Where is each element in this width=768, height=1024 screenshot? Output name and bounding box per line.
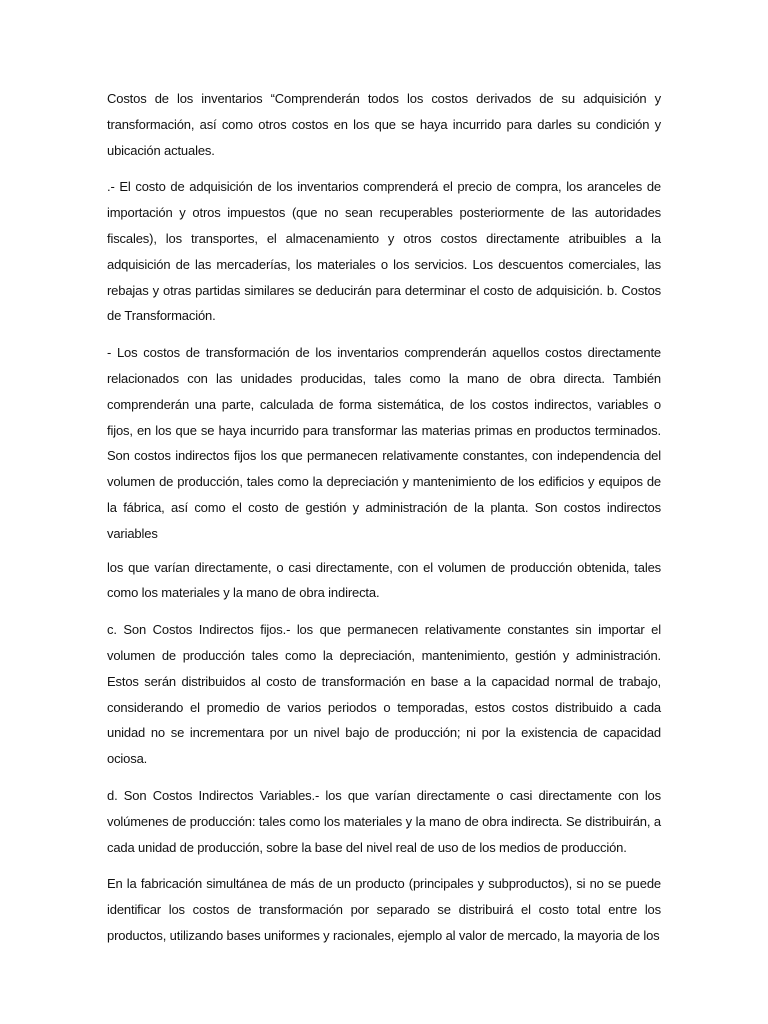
paragraph-fixed-indirect-costs: c. Son Costos Indirectos fijos.- los que permanecen relativamente constantes sin importar el volumen de producción tales como la depreciación, mantenimiento, gestión y administración. Estos serán distribuidos al costo de transformación en base a la capacidad normal de trabajo, considerando el promedio de varios periodos o temporadas, estos costos distribuido a cada unidad no se incrementara por un nivel bajo de producción; ni por la existencia de capacidad ociosa. [107, 622, 661, 767]
document-page [107, 86, 661, 949]
paragraph-variable-costs-continuation: los que varían directamente, o casi directamente, con el volumen de producción obtenida, tales como los materiales y la mano de obra indirecta. [107, 559, 661, 601]
paragraph-inventory-costs: Costos de los inventarios “Comprenderán todos los costos derivados de su adquisición y transformación, así como otros costos en los que se haya incurrido para darles su condición y ubicación actuales. [107, 91, 661, 158]
paragraph-acquisition-cost: .- El costo de adquisición de los inventarios comprenderá el precio de compra, los aranceles de importación y otros impuestos (que no sean recuperables posteriormente de las autoridades fiscales), los transportes, el almacenamiento y otros costos directamente atribuibles a la adquisición de las mercaderías, los materiales o los servicios. Los descuentos comerciales, las rebajas y otras partidas similares se deducirán para determinar el costo de adquisición. b. Costos de Transformación. [107, 179, 661, 324]
paragraph-transformation-costs: - Los costos de transformación de los inventarios comprenderán aquellos costos directamente relacionados con las unidades producidas, tales como la mano de obra directa. También comprenderán una parte, calculada de forma sistemática, de los costos indirectos, variables o fijos, en los que se haya incurrido para transformar las materias primas en productos terminados. Son costos indirectos fijos los que permanecen relativamente constantes, con independencia del volumen de producción, tales como la depreciación y mantenimiento de los edificios y equipos de la fábrica, así como el costo de gestión y administración de la planta. Son costos indirectos variables [107, 345, 661, 541]
paragraph-variable-indirect-costs: d. Son Costos Indirectos Variables.- los que varían directamente o casi directamente con los volúmenes de producción: tales como los materiales y la mano de obra indirecta. Se distribuirán, a cada unidad de producción, sobre la base del nivel real de uso de los medios de producción. [107, 787, 661, 855]
paragraph-joint-products: En la fabricación simultánea de más de un producto (principales y subproductos), si no se puede identificar los costos de transformación por separado se distribuirá el costo total entre los productos, utilizando bases uniformes y racionales, ejemplo al valor de mercado, la mayoria de los [107, 876, 661, 943]
